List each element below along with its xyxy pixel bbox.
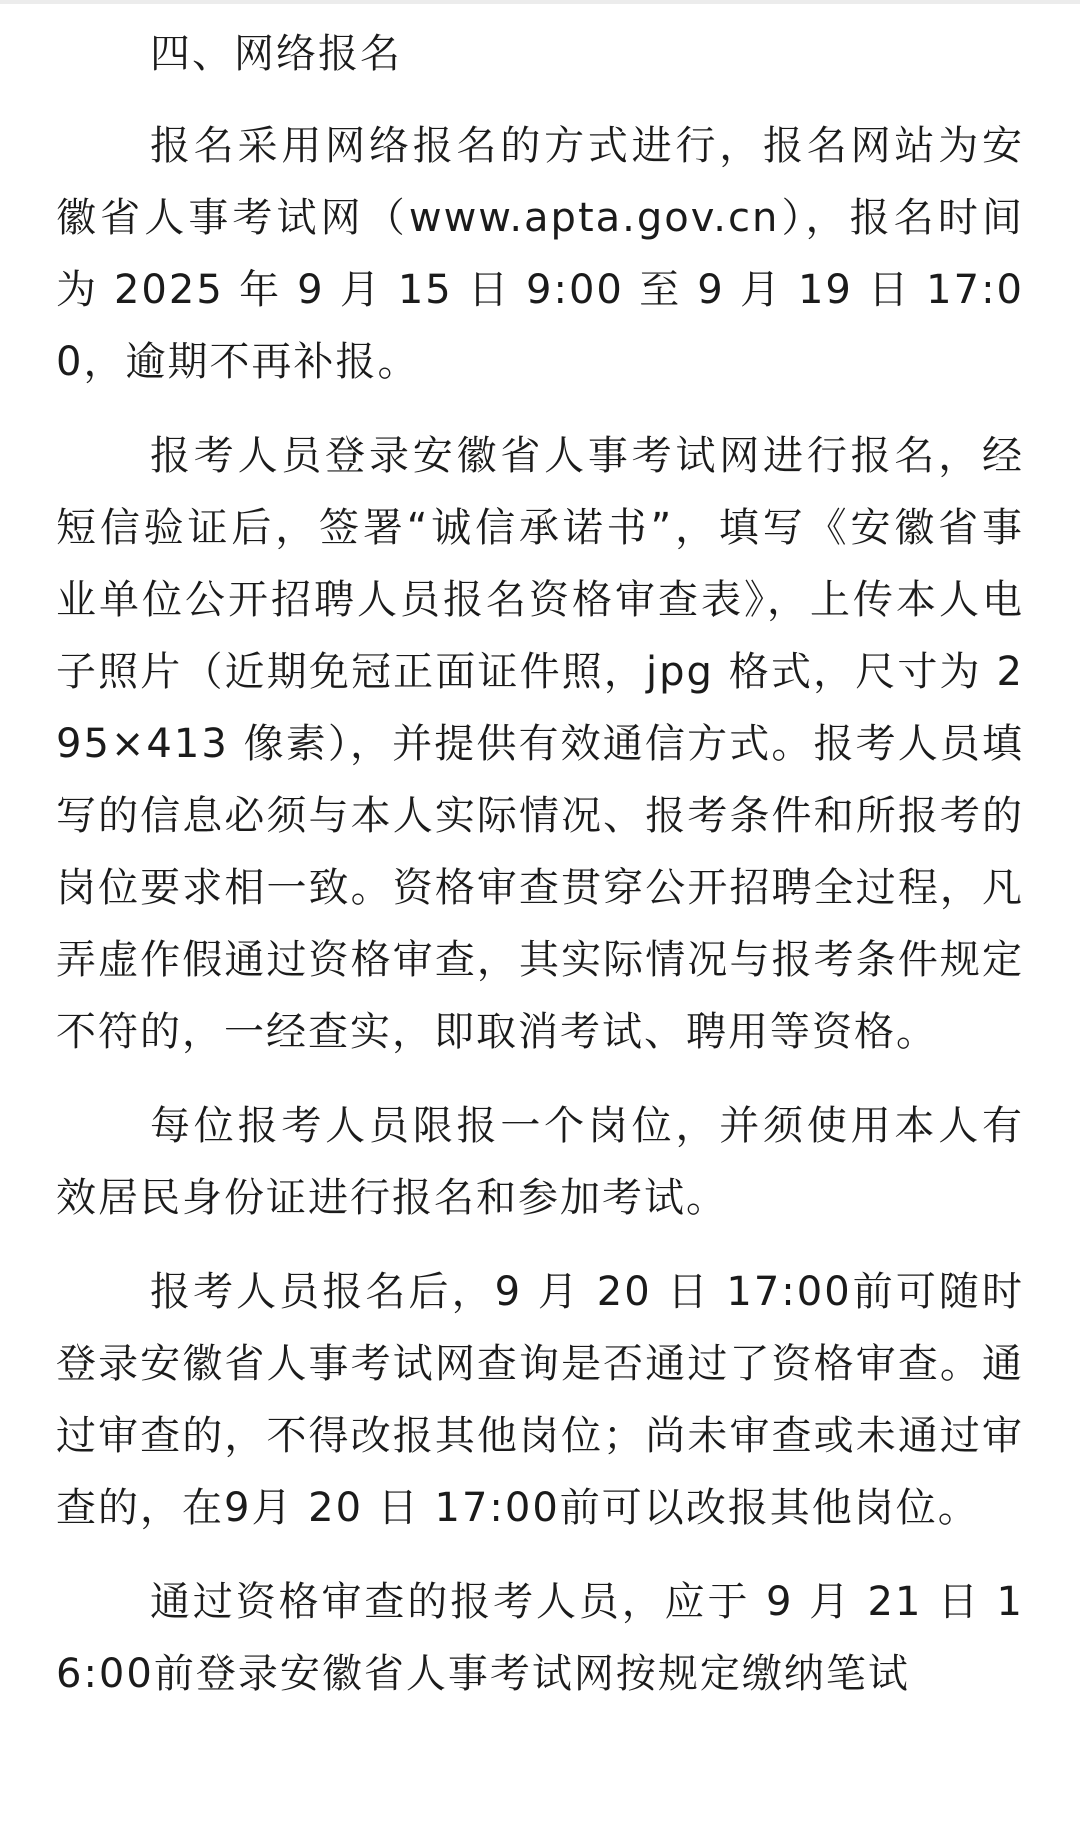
paragraph-one-position-limit: 每位报考人员限报一个岗位，并须使用本人有效居民身份证进行报名和参加考试。 xyxy=(56,1103,1024,1221)
paragraph-registration-steps: 报考人员登录安徽省人事考试网进行报名，经短信验证后，签署“诚信承诺书”，填写《安徽省事业单位公开招聘人员报名资格审查表》，上传本人电子照片（近期免冠正面证件照，jpg 格式，尺寸为 295×413 像素），并提供有效通信方式。报考人员填写的信息必须与本人实际情况、报考条件和所报考的岗位要求相一致。资格审查贯穿公开招聘全过程，凡弄虚作假通过资格审查，其实际情况与报考条件规定不符的，一经查实，即取消考试、聘用等资格。 xyxy=(56,433,1024,1055)
paragraph-fee-payment: 通过资格审查的报考人员，应于 9 月 21 日 16:00前登录安徽省人事考试网按规定缴纳笔试 xyxy=(56,1579,1024,1697)
paragraph-qualification-check: 报考人员报名后，9 月 20 日 17:00前可随时登录安徽省人事考试网查询是否通过了资格审查。通过审查的，不得改报其他岗位；尚未审查或未通过审查的，在9月 20 日 17:00前可以改报其他岗位。 xyxy=(56,1269,1024,1531)
section-heading: 四、网络报名 xyxy=(150,31,402,77)
paragraph-registration-method: 报名采用网络报名的方式进行，报名网站为安徽省人事考试网（www.apta.gov.cn），报名时间为 2025 年 9 月 15 日 9:00 至 9 月 19 日 17:00，逾期不再补报。 xyxy=(56,123,1024,385)
